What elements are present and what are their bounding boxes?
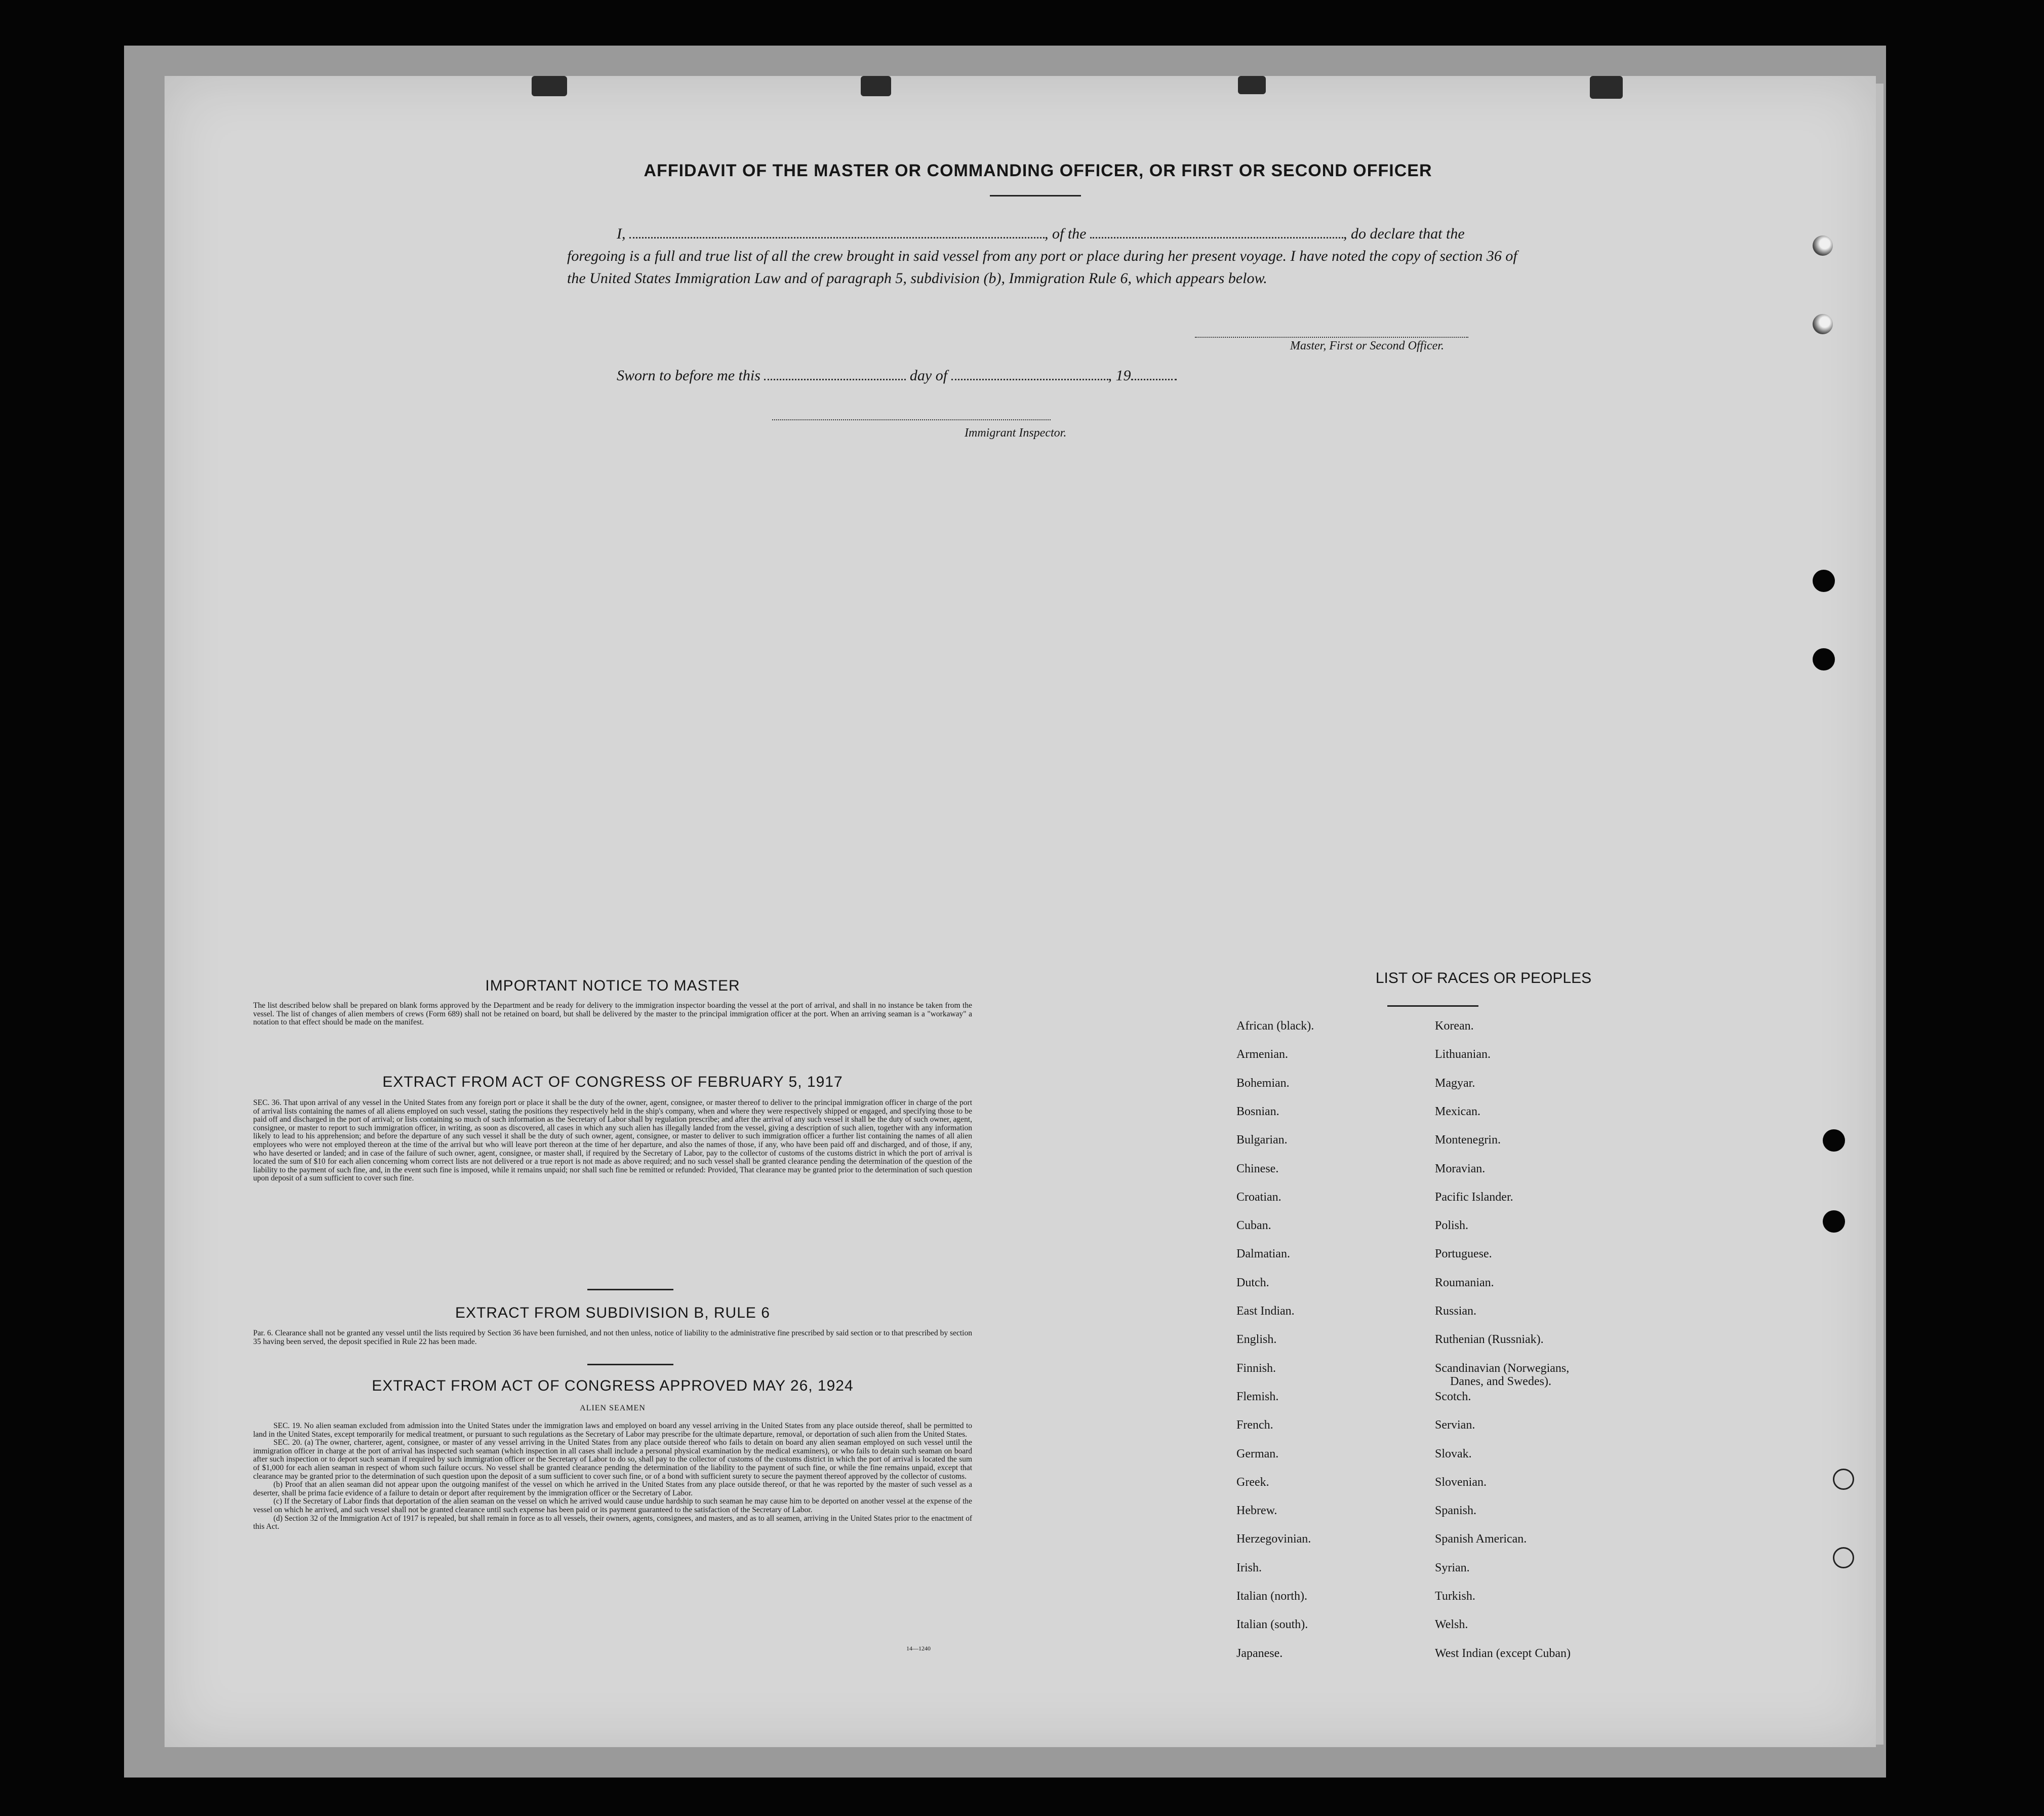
extract-1924-title: EXTRACT FROM ACT OF CONGRESS APPROVED MAY 26, 1924 [372, 1377, 854, 1394]
punch-hole [1813, 648, 1835, 670]
binding-clip [532, 76, 567, 96]
race-item: Spanish American. [1435, 1532, 1527, 1546]
section-divider [587, 1364, 673, 1365]
race-item: German. [1236, 1447, 1279, 1460]
affidavit-do-declare: , do declare [1343, 225, 1415, 242]
affidavit-statement [567, 223, 1519, 290]
inspector-label: Immigrant Inspector. [965, 426, 1067, 440]
race-item: Danes, and Swedes). [1450, 1374, 1551, 1388]
race-item: Ruthenian (Russniak). [1435, 1333, 1544, 1347]
race-item: Dalmatian. [1236, 1247, 1290, 1261]
year-field[interactable] [1131, 379, 1177, 380]
race-item: Flemish. [1236, 1390, 1279, 1403]
punch-hole [1823, 1129, 1845, 1152]
race-item: Slovenian. [1435, 1475, 1487, 1489]
month-field[interactable] [951, 379, 1108, 380]
race-item: Roumanian. [1435, 1276, 1494, 1289]
master-label: Master, First or Second Officer. [1290, 339, 1444, 352]
race-item: Cuban. [1236, 1219, 1271, 1233]
sec-20a-paragraph: SEC. 20. (a) The owner, charterer, agent, consignee, or master of any vessel arriving in the United States from any place outside thereof who fails to detain on board any alien seaman employed on such vessel until the immigration officer in charge at the port of arrival has inspected such seaman (which inspection in all cases shall include a personal physical examination by the medical examiners), or who fails to detain such seaman on board after such inspection or to deport such seaman if required by such immigration officer or the Secretary of Labor to do so, shall pay to the collector of customs of the customs district in which the port of arrival is located the sum of $1,000 for each alien seaman in respect of whom such failure occurs. No vessel shall be granted clearance pending the determination of the liability to the payment of such fine, or while the fine remains unpaid, except that clearance may be granted prior to the determination of such question upon the deposit of a sum sufficient to cover such fine, or of a bond with sufficient surety to secure the payment thereof approved by the collector of customs. [253, 1438, 972, 1481]
race-item: Turkish. [1435, 1590, 1475, 1603]
races-title: LIST OF RACES OR PEOPLES [1375, 970, 1592, 986]
notice-title: IMPORTANT NOTICE TO MASTER [485, 977, 740, 994]
notice-text: The list described below shall be prepared on blank forms approved by the Department and be ready for delivery to the immigration inspector boarding the vessel at the port of arrival, and shall in no instance be taken from the vessel. The list of changes of alien members of crews (Form 689) shall not be retained on board, but shall be delivered by the master to the principal immigration officer at the port. When an arriving seaman is a "workaway" a notation to that effect should be made on the manifest. [253, 1001, 972, 1027]
affidavit-i: I, [617, 225, 626, 242]
extract-1924-text [253, 1422, 972, 1531]
affidavit-body: that the foregoing is a full and true list of all the crew brought in said vessel from any port or place during her present voyage. I have noted the copy of section 36 of the United States Immigration Law and of paragraph 5, subdivision (b), Immigration Rule 6, which appears below. [567, 225, 1517, 287]
race-item: West Indian (except Cuban) [1435, 1646, 1571, 1660]
inspector-signature-line [772, 419, 1051, 420]
race-item: Servian. [1435, 1418, 1475, 1432]
sworn-label: Sworn to before me this [617, 367, 760, 384]
punch-hole [1823, 1210, 1845, 1233]
extract-1917-title: EXTRACT FROM ACT OF CONGRESS OF FEBRUARY 5, 1917 [382, 1074, 843, 1090]
race-item: Russian. [1435, 1305, 1477, 1318]
race-item: Chinese. [1236, 1162, 1279, 1175]
punch-hole [1813, 314, 1833, 334]
race-item: Bohemian. [1236, 1076, 1290, 1090]
race-item: Bosnian. [1236, 1104, 1279, 1118]
day-of-label: day of [909, 367, 948, 384]
year-label: , 19 [1108, 367, 1131, 384]
punch-hole [1813, 235, 1833, 256]
punch-hole [1813, 570, 1835, 592]
section-divider [587, 1289, 673, 1290]
sec-20d-paragraph: (d) Section 32 of the Immigration Act of 1917 is repealed, but shall remain in force as to all vessels, their owners, agents, consignees, and masters, and as to all seamen, arriving in the United States prior to the enactment of this Act. [253, 1514, 972, 1531]
title-underline [990, 195, 1081, 196]
rule6-text: Par. 6. Clearance shall not be granted any vessel until the lists required by Section 36 have been furnished, and not then unless, notice of liability to the administrative fine prescribed by said section or to that prescribed by section 35 having been served, the deposit specified in Rule 22 has been made. [253, 1329, 972, 1346]
race-item: Bulgarian. [1236, 1133, 1288, 1147]
race-item: Syrian. [1435, 1561, 1470, 1574]
race-item: Polish. [1435, 1219, 1469, 1233]
sec-20b-paragraph: (b) Proof that an alien seaman did not appear upon the outgoing manifest of the vessel on which he arrived in the United States from any place outside thereof, or that he was reported by the master of such vessel as a deserter, shall be prima facie evidence of a failure to detain or deport after requirement by the immigration officer or the Secretary of Labor. [253, 1480, 972, 1497]
race-item: Italian (south). [1236, 1618, 1308, 1632]
alien-seamen-subtitle: ALIEN SEAMEN [580, 1404, 646, 1412]
race-item: Moravian. [1435, 1162, 1486, 1175]
race-item: Montenegrin. [1435, 1133, 1501, 1147]
race-item: Dutch. [1236, 1276, 1269, 1289]
race-item: Finnish. [1236, 1361, 1276, 1375]
races-underline [1387, 1005, 1478, 1007]
race-item: Spanish. [1435, 1504, 1477, 1518]
extract-1917-text: SEC. 36. That upon arrival of any vessel in the United States from any foreign port or place it shall be the duty of the owner, agent, consignee, or master thereof to deliver to the principal immigration officer in charge of the port of arrival lists containing the names of all aliens employed on such vessel, stating the positions they respectively held in the ship's company, when and where they were respectively shipped or engaged, and specifying those to be paid off and discharged in the port of arrival; or lists containing so much of such information as the Secretary of Labor shall by regulation prescribe; and after the arrival of any such vessel it shall be the duty of such owner, agent, consignee, or master to report to such immigration officer, in writing, as soon as discovered, all cases in which any such alien has illegally landed from the vessel, giving a description of such alien, together with any information likely to lead to his apprehension; and before the departure of any such vessel it shall be the duty of such owner, agent, consignee, or master to deliver to such immigration officer a further list containing the names of all alien employees who were not employed thereon at the time of the arrival but who will leave port thereon at the time of her departure, and also the names of those, if any, who have been paid off and discharged, and of those, if any, who have deserted or landed; and in case of the failure of such owner, agent, consignee, or master shall, if required by the Secretary of Labor, pay to the collector of customs of the customs district in which the port of arrival is located the sum of $10 for each alien concerning whom correct lists are not delivered or a true report is not made as above required; and no such vessel shall be granted clearance pending the determination of the question of the liability to the payment of such fine, and, in the event such fine is imposed, while it remains unpaid; nor shall such fine be remitted or refunded: Provided, That clearance may be granted prior to the determination of such question upon deposit of a sum sufficient to cover such fine. [253, 1098, 972, 1183]
race-item: Magyar. [1435, 1076, 1475, 1090]
form-number: 14—1240 [906, 1645, 931, 1652]
sworn-line [617, 367, 1177, 384]
binding-clip [861, 76, 891, 96]
race-item: Pacific Islander. [1435, 1190, 1513, 1204]
affidavit-title: AFFIDAVIT OF THE MASTER OR COMMANDING OFFICER, OR FIRST OR SECOND OFFICER [644, 161, 1432, 180]
race-item: Japanese. [1236, 1646, 1283, 1660]
race-item: Korean. [1435, 1019, 1474, 1033]
race-item: English. [1236, 1333, 1277, 1347]
race-item: Greek. [1236, 1475, 1269, 1489]
sec-19-paragraph: SEC. 19. No alien seaman excluded from admission into the United States under the immigration laws and employed on board any vessel arriving in the United States from any place outside thereof, shall be permitted to land in the United States, except temporarily for medical treatment, or pursuant to such regulations as the Secretary of Labor may prescribe for the ultimate departure, removal, or deportation of such alien from the United States. [253, 1422, 972, 1439]
race-item: Croatian. [1236, 1190, 1281, 1204]
race-item: Scotch. [1435, 1390, 1471, 1403]
race-item: Hebrew. [1236, 1504, 1277, 1518]
day-field[interactable] [764, 379, 906, 380]
race-item: French. [1236, 1418, 1273, 1432]
affidavit-of-the: , of the [1045, 225, 1087, 242]
race-item: Irish. [1236, 1561, 1262, 1574]
name-field[interactable] [629, 237, 1045, 239]
master-signature-line [1195, 337, 1468, 338]
race-item: Mexican. [1435, 1104, 1480, 1118]
vessel-field[interactable] [1090, 237, 1343, 239]
race-item: East Indian. [1236, 1305, 1295, 1318]
punch-hole [1833, 1469, 1854, 1490]
race-item: Scandinavian (Norwegians, [1435, 1361, 1570, 1375]
race-item: Italian (north). [1236, 1590, 1307, 1603]
race-item: Lithuanian. [1435, 1048, 1491, 1061]
punch-hole [1833, 1547, 1854, 1568]
race-item: Welsh. [1435, 1618, 1468, 1632]
sec-20c-paragraph: (c) If the Secretary of Labor finds that deportation of the alien seaman on the vessel on which he arrived would cause undue hardship to such seaman he may cause him to be deported on another vessel at the expense of the vessel on which he arrived, and such vessel shall not be granted clearance until such expense has been paid or its payment guaranteed to the satisfaction of the Secretary of Labor. [253, 1497, 972, 1514]
binding-clip [1238, 76, 1266, 94]
race-item: Portuguese. [1435, 1247, 1492, 1261]
race-item: Slovak. [1435, 1447, 1472, 1460]
rule6-title: EXTRACT FROM SUBDIVISION B, RULE 6 [455, 1305, 770, 1321]
race-item: Armenian. [1236, 1048, 1288, 1061]
race-item: African (black). [1236, 1019, 1314, 1033]
binding-clip [1590, 76, 1623, 99]
race-item: Herzegovinian. [1236, 1532, 1311, 1546]
